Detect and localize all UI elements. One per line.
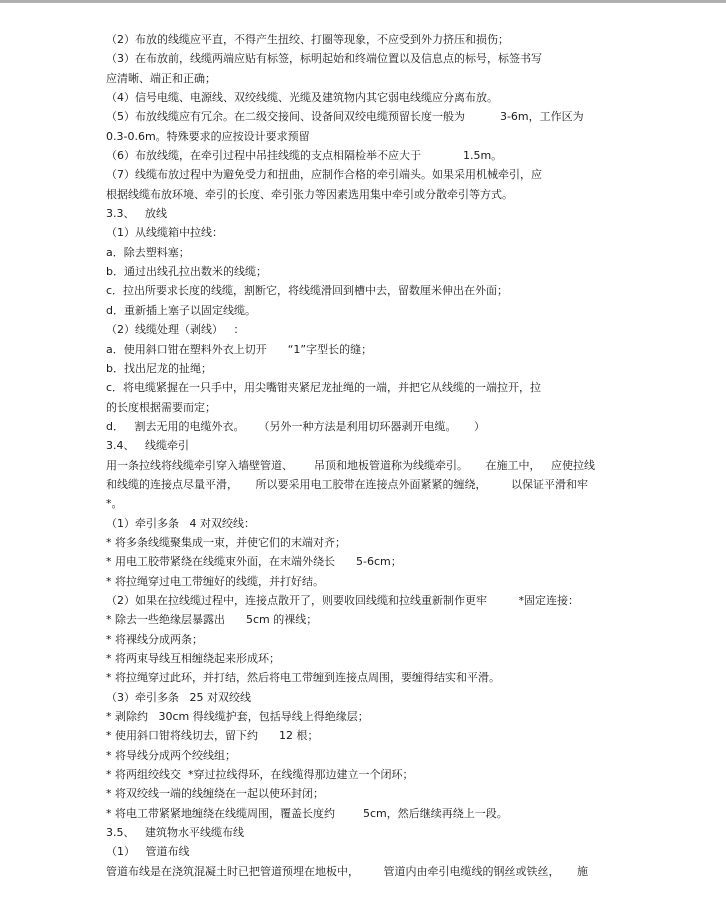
text-line: （3）在布放前，线缆两端应贴有标签，标明起始和终端位置以及信息点的标号，标签书写 xyxy=(106,52,542,66)
text-line: * 将导线分成两个绞线组； xyxy=(106,748,236,762)
text-line: 根据线缆布放环境、牵引的长度、牵引张力等因素选用集中牵引或分散牵引等方式。 xyxy=(106,187,513,201)
text-line: * 将电工带紧紧地缠绕在线缆周围，覆盖长度约 5cm，然后继续再绕上一段。 xyxy=(106,806,508,820)
text-line: c．拉出所要求长度的线缆，割断它，将线缆滑回到槽中去，留数厘米伸出在外面； xyxy=(106,284,509,298)
text-line: * 将多条线缆聚集成一束，并使它们的末端对齐； xyxy=(106,535,346,549)
top-border xyxy=(0,0,726,3)
text-line: * 除去一些绝缘层暴露出 5cm 的裸线； xyxy=(106,613,318,627)
text-line: 3.3、 放线 xyxy=(106,207,167,221)
text-line: 0.3-0.6m。特殊要求的应按设计要求预留 xyxy=(106,129,310,143)
text-line: d． 割去无用的电缆外衣。 （另外一种方法是利用切环器剥开电缆。 ） xyxy=(106,419,485,433)
text-line: * 将拉绳穿过电工带缠好的线缆，并打好结。 xyxy=(106,574,324,588)
text-line: b．找出尼龙的扯绳； xyxy=(106,361,212,375)
text-line: 和线缆的连接点尽量平滑， 所以要采用电工胶带在连接点外面紧紧的缠绕， 以保证平滑和牢 xyxy=(106,477,588,491)
text-line: （2）布放的线缆应平直，不得产生扭绞、打圈等现象，不应受到外力挤压和损伤； xyxy=(106,33,509,46)
document-page xyxy=(106,30,626,881)
text-line: * 将双绞线一端的线缠绕在一起以使环封闭； xyxy=(106,787,324,801)
text-line: 应清晰、端正和正确； xyxy=(106,71,216,85)
text-line: 用一条拉线将线缆牵引穿入墙壁管道、 吊顶和地板管道称为线缆牵引。 在施工中， 应使拉线 xyxy=(106,458,595,472)
text-line: * 将裸线分成两条； xyxy=(106,632,203,646)
text-line: * 剥除约 30cm 得线缆护套，包括导线上得绝缘层； xyxy=(106,710,369,724)
text-line: （2）如果在拉线缆过程中，连接点散开了，则要收回线缆和拉线重新制作更牢 *固定连接： xyxy=(106,593,579,607)
text-line: （6）布放线缆，在牵引过程中吊挂线缆的支点相隔检举不应大于 1.5m。 xyxy=(106,149,503,163)
text-line: * 使用斜口钳将线切去，留下约 12 根； xyxy=(106,729,319,743)
text-line: （5）布放线缆应有冗余。在二级交接间、设备间双绞电缆预留长度一般为 3-6m，工作区为 xyxy=(106,110,584,124)
text-line: （2）线缆处理（剥线） ： xyxy=(106,323,245,337)
text-line: a．使用斜口钳在塑料外衣上切开 “1”字型长的缝； xyxy=(106,342,373,356)
text-line: （1）牵引多条 4 对双绞线： xyxy=(106,516,255,530)
text-line: 3.5、 建筑物水平线缆布线 xyxy=(106,826,244,840)
text-line: （7）线缆布放过程中为避免受力和扭曲，应制作合格的牵引端头。如果采用机械牵引，应 xyxy=(106,168,542,182)
text-line: 3.4、 线缆牵引 xyxy=(106,439,189,453)
text-line: （3）牵引多条 25 对双绞线 xyxy=(106,690,251,704)
text-line: * 将两组绞线交 *穿过拉线得环，在线缆得那边建立一个闭环； xyxy=(106,768,414,782)
text-line: * 将拉绳穿过此环，并打结，然后将电工带缠到连接点周围，要缠得结实和平滑。 xyxy=(106,671,500,685)
text-line: *。 xyxy=(106,497,123,511)
text-line: （1） 管道布线 xyxy=(106,845,190,859)
text-line: a．除去塑料塞； xyxy=(106,245,190,259)
text-line: c．将电缆紧握在一只手中，用尖嘴钳夹紧尼龙扯绳的一端，并把它从线缆的一端拉开，拉 xyxy=(106,381,542,395)
text-line: b．通过出线孔拉出数米的线缆； xyxy=(106,265,267,279)
text-line: （1）从线缆箱中拉线： xyxy=(106,226,223,240)
text-line: （4）信号电缆、电源线、双绞线缆、光缆及建筑物内其它弱电线缆应分离布放。 xyxy=(106,91,498,105)
text-line: * 将两束导线互相缠绕起来形成环； xyxy=(106,652,280,665)
text-line: * 用电工胶带紧绕在线缆束外面，在末端外绕长 5-6cm； xyxy=(106,555,402,569)
text-line: d．重新插上塞子以固定线缆。 xyxy=(106,303,256,317)
text-line: 管道布线是在浇筑混凝土时已把管道预埋在地板中， 管道内由牵引电缆线的钢丝或铁丝， 施 xyxy=(106,864,588,878)
text-line: 的长度根据需要而定； xyxy=(106,400,216,414)
